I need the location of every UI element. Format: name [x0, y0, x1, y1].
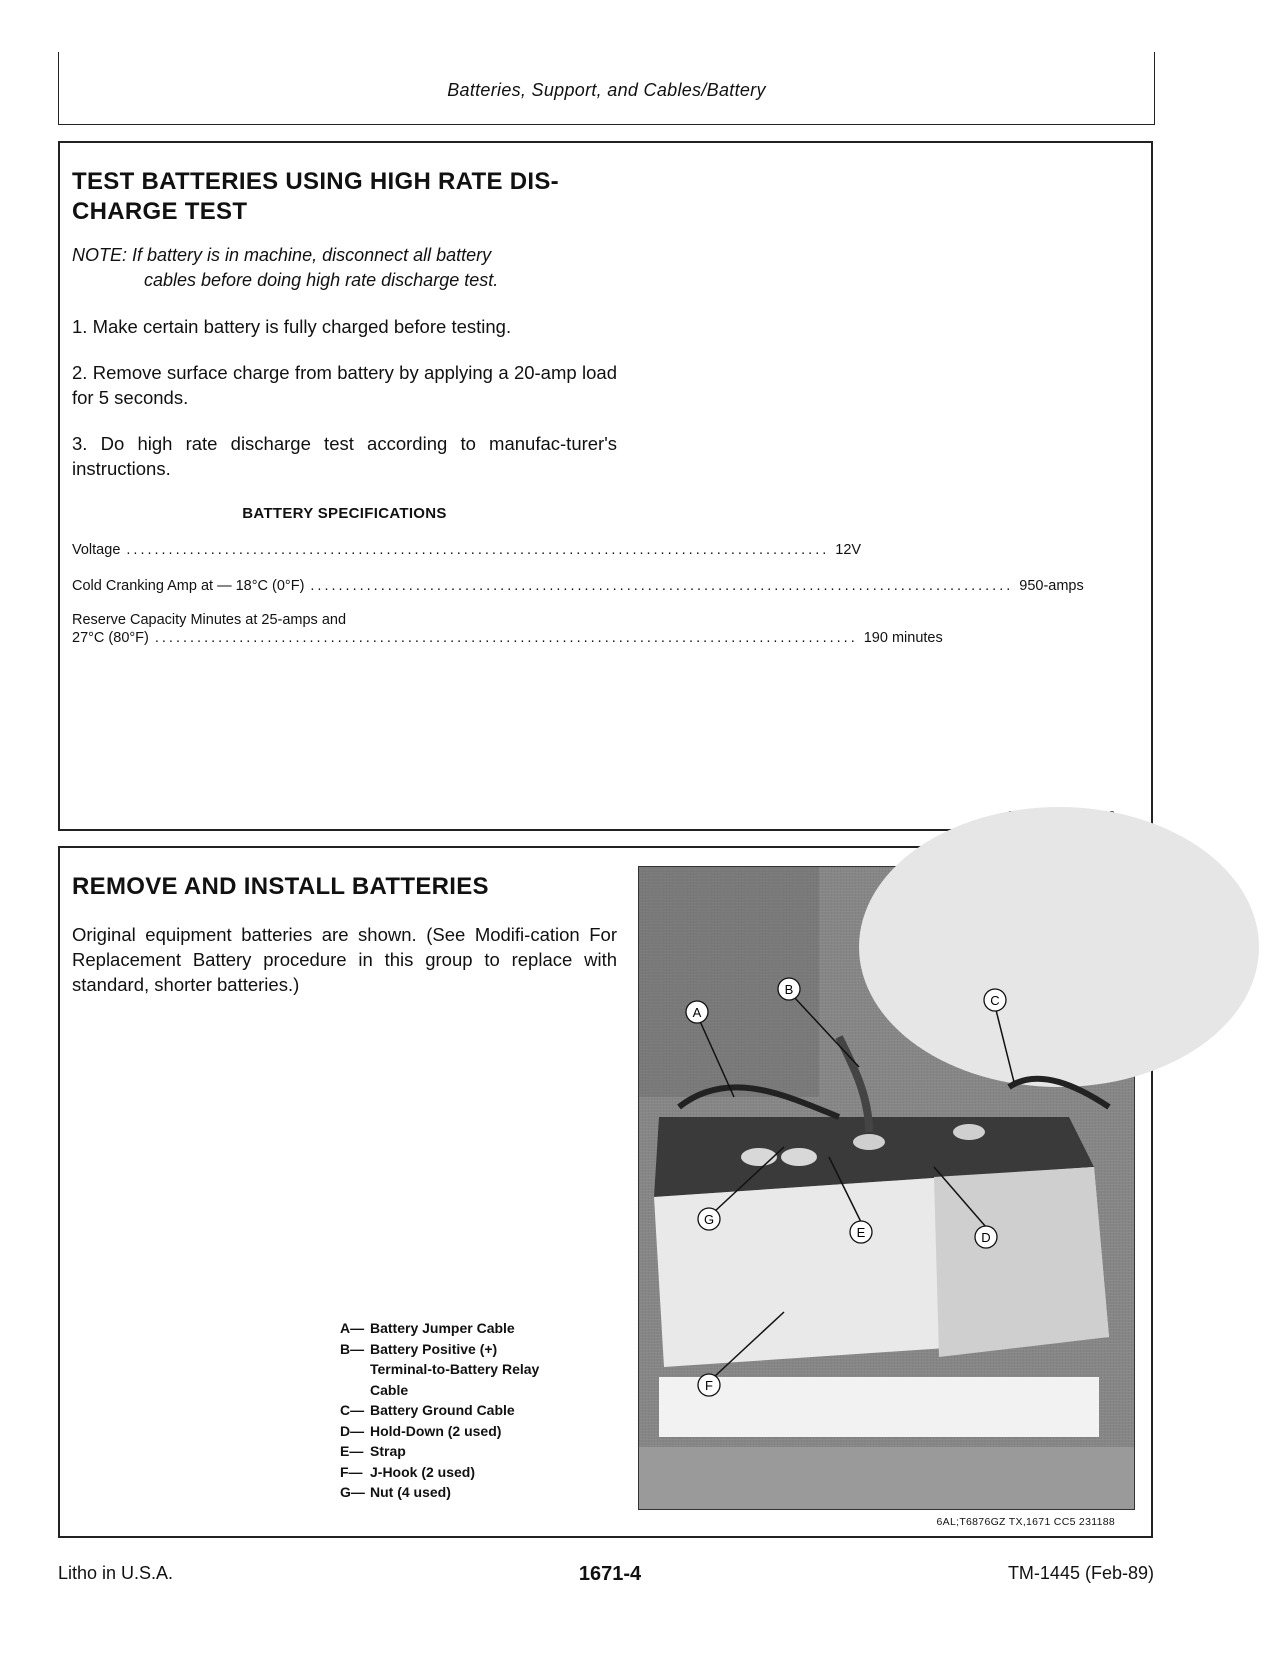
spec-cold-cranking [72, 578, 1084, 594]
callout-f-marker [698, 1374, 720, 1396]
legend-key: F— [340, 1463, 363, 1480]
callout-a-marker [686, 1001, 708, 1023]
legend-text: Battery Ground Cable [370, 1402, 515, 1418]
callout-b-marker [778, 978, 800, 1000]
spec-reserve-label-pre: Reserve Capacity Minutes at 25-amps and [72, 612, 347, 628]
page-number: 1671-4 [578, 1563, 642, 1585]
legend-key: D— [340, 1422, 365, 1439]
legend-text: Battery Jumper Cable [370, 1320, 515, 1336]
legend-item [340, 1462, 539, 1483]
legend-text: Battery Positive (+) [370, 1340, 498, 1357]
callout-e-label: E [856, 1225, 866, 1240]
title-line-1: TEST BATTERIES USING HIGH RATE DIS- [72, 168, 559, 195]
header-title: Batteries, Support, and Cables/Battery [447, 80, 766, 100]
callout-d-marker [975, 1226, 997, 1248]
spec-label: 27°C (80°F) [72, 630, 149, 646]
legend-item [340, 1441, 539, 1462]
callout-e-marker [850, 1221, 872, 1243]
section-test-body [72, 167, 1084, 646]
legend-key: C— [340, 1402, 365, 1418]
section-title: REMOVE AND INSTALL BATTERIES [72, 873, 489, 900]
spec-label: Cold Cranking Amp at — 18°C (0°F) [72, 578, 305, 594]
legend-key: A— [340, 1320, 365, 1336]
spec-value: 190 minutes [863, 630, 943, 646]
leader-dots: .................................................................................................... [126, 542, 830, 558]
legend-text-continued: Cable [370, 1381, 409, 1398]
section-remove-body [72, 872, 617, 997]
legend-item [340, 1482, 539, 1503]
intro-paragraph: Original equipment batteries are shown. (See Modifi-cation For Replacement Battery procedure in this group to replace with standard, shorter batteries.) [72, 924, 617, 995]
legend-text: Hold-Down (2 used) [370, 1422, 502, 1439]
battery-photo-illustration [639, 867, 1134, 1509]
reference-code: 6AL;T6876GZ TX,1671 CC5 231188 [936, 1516, 1115, 1528]
legend-item [340, 1400, 539, 1421]
callout-g-label: G [703, 1212, 715, 1227]
callout-d-label: D [981, 1230, 991, 1245]
section-title [72, 167, 617, 227]
note-line-2: cables before doing high rate discharge test. [144, 270, 499, 290]
step-3: 3. Do high rate discharge test according to manufac-turer's instructions. [72, 433, 617, 479]
battery-tray [659, 1377, 1099, 1437]
legend-text: Nut (4 used) [370, 1484, 451, 1500]
step-2: 2. Remove surface charge from battery by applying a 20-amp load for 5 seconds. [72, 362, 617, 408]
legend-text: J-Hook (2 used) [370, 1463, 476, 1480]
legend-item [340, 1339, 539, 1360]
callout-b-label: B [784, 982, 794, 997]
legend-key: E— [340, 1443, 364, 1459]
callout-c-marker [984, 989, 1006, 1011]
section-test-batteries [58, 141, 1153, 831]
callout-a-label: A [692, 1005, 702, 1020]
leader-dots: .................................................................................................... [310, 578, 1014, 594]
fuel-tank-shape [859, 807, 1259, 1087]
footer-litho: Litho in U.S.A. [58, 1563, 174, 1583]
specs-title: BATTERY SPECIFICATIONS [242, 505, 447, 522]
legend-item [340, 1318, 539, 1339]
battery-photo [638, 866, 1135, 1510]
spec-value: 950-amps [1019, 578, 1084, 594]
title-line-2: CHARGE TEST [72, 198, 248, 225]
leader-dots: .................................................................................................... [154, 630, 858, 646]
spec-voltage [72, 542, 862, 558]
page-header [58, 52, 1155, 125]
note-line-1: NOTE: If battery is in machine, disconnect all battery [72, 245, 492, 265]
legend-key: B— [340, 1340, 365, 1357]
legend-text: Strap [370, 1443, 406, 1459]
note [72, 243, 617, 293]
callout-g-marker [698, 1208, 720, 1230]
spec-reserve-capacity [72, 630, 943, 646]
step-1: 1. Make certain battery is fully charged before testing. [72, 316, 512, 337]
callout-legend [340, 1318, 539, 1503]
spec-label: Voltage [72, 542, 121, 558]
footer-manual-id: TM-1445 (Feb-89) [1007, 1563, 1154, 1583]
legend-item [340, 1421, 539, 1442]
section-remove-install [58, 846, 1153, 1538]
callout-c-label: C [990, 993, 1000, 1008]
spec-value: 12V [835, 542, 862, 558]
legend-key: G— [340, 1484, 365, 1500]
callout-f-label: F [705, 1378, 713, 1393]
legend-text-continued: Terminal-to-Battery Relay [370, 1361, 540, 1377]
